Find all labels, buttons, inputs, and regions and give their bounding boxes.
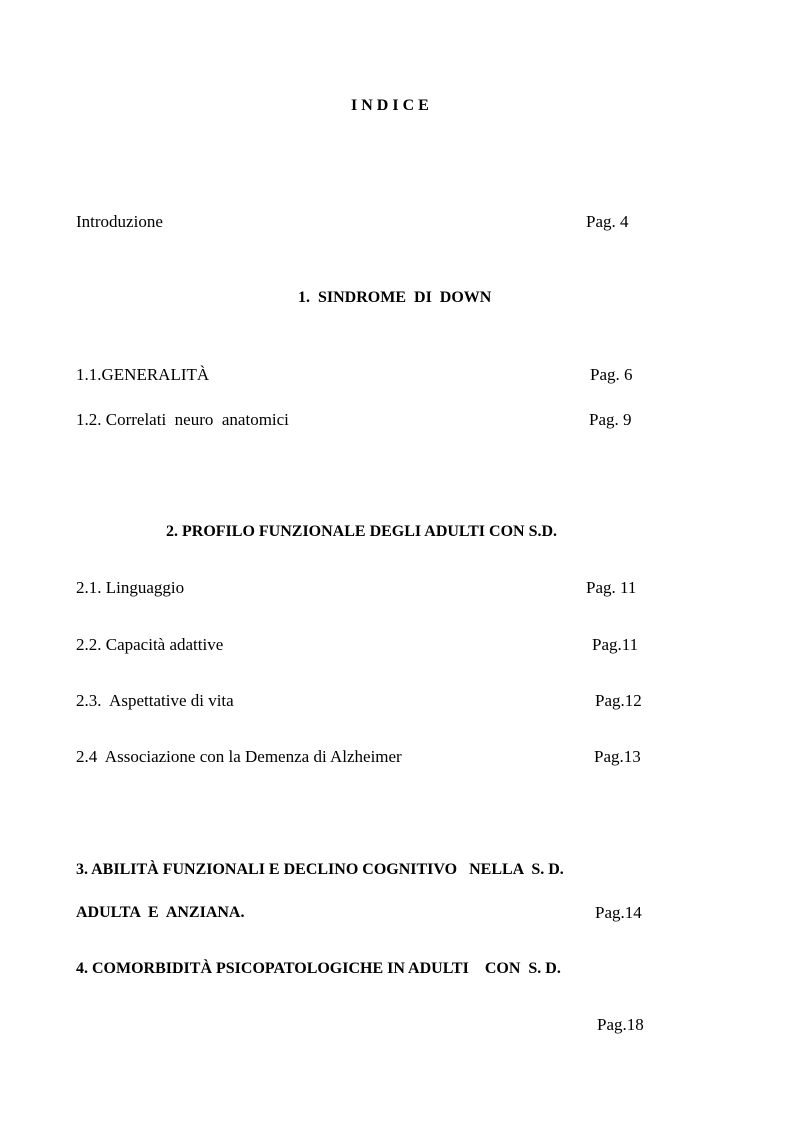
toc-entry-label: 2.4 Associazione con la Demenza di Alzheimer (76, 747, 402, 766)
toc-entry-page: Pag.14 (595, 903, 642, 922)
toc-entry-label: 2.1. Linguaggio (76, 578, 185, 597)
chapter-3-heading-line-1: 3. ABILITÀ FUNZIONALI E DECLINO COGNITIVO NELLA S. D. (76, 861, 564, 878)
toc-entry-page: Pag. 4 (586, 212, 629, 231)
toc-entry-page: Pag.12 (595, 691, 642, 710)
toc-entry-label: Introduzione (76, 212, 163, 231)
toc-entry-page: Pag. 9 (589, 410, 632, 429)
toc-entry-page: Pag.13 (594, 747, 641, 766)
toc-entry-label: 2.2. Capacità adattive (76, 635, 224, 654)
toc-entry-page: Pag.18 (597, 1015, 644, 1034)
toc-entry-page: Pag. 6 (590, 365, 633, 384)
chapter-1-heading: 1. SINDROME DI DOWN (298, 289, 492, 306)
toc-entry-page: Pag. 11 (586, 578, 637, 597)
index-title: I N D I C E (351, 97, 429, 114)
chapter-3-heading-line-2: ADULTA E ANZIANA. (76, 904, 245, 921)
toc-entry-label: 2.3. Aspettative di vita (76, 691, 234, 710)
toc-entry-page: Pag.11 (592, 635, 639, 654)
toc-entry-label: 1.2. Correlati neuro anatomici (76, 410, 289, 429)
chapter-4-heading-line-1: 4. COMORBIDITÀ PSICOPATOLOGICHE IN ADULTI CON S. D. (76, 960, 561, 977)
chapter-2-heading: 2. PROFILO FUNZIONALE DEGLI ADULTI CON S.D. (166, 523, 558, 540)
toc-entry-label: 1.1.GENERALITÀ (76, 365, 210, 384)
